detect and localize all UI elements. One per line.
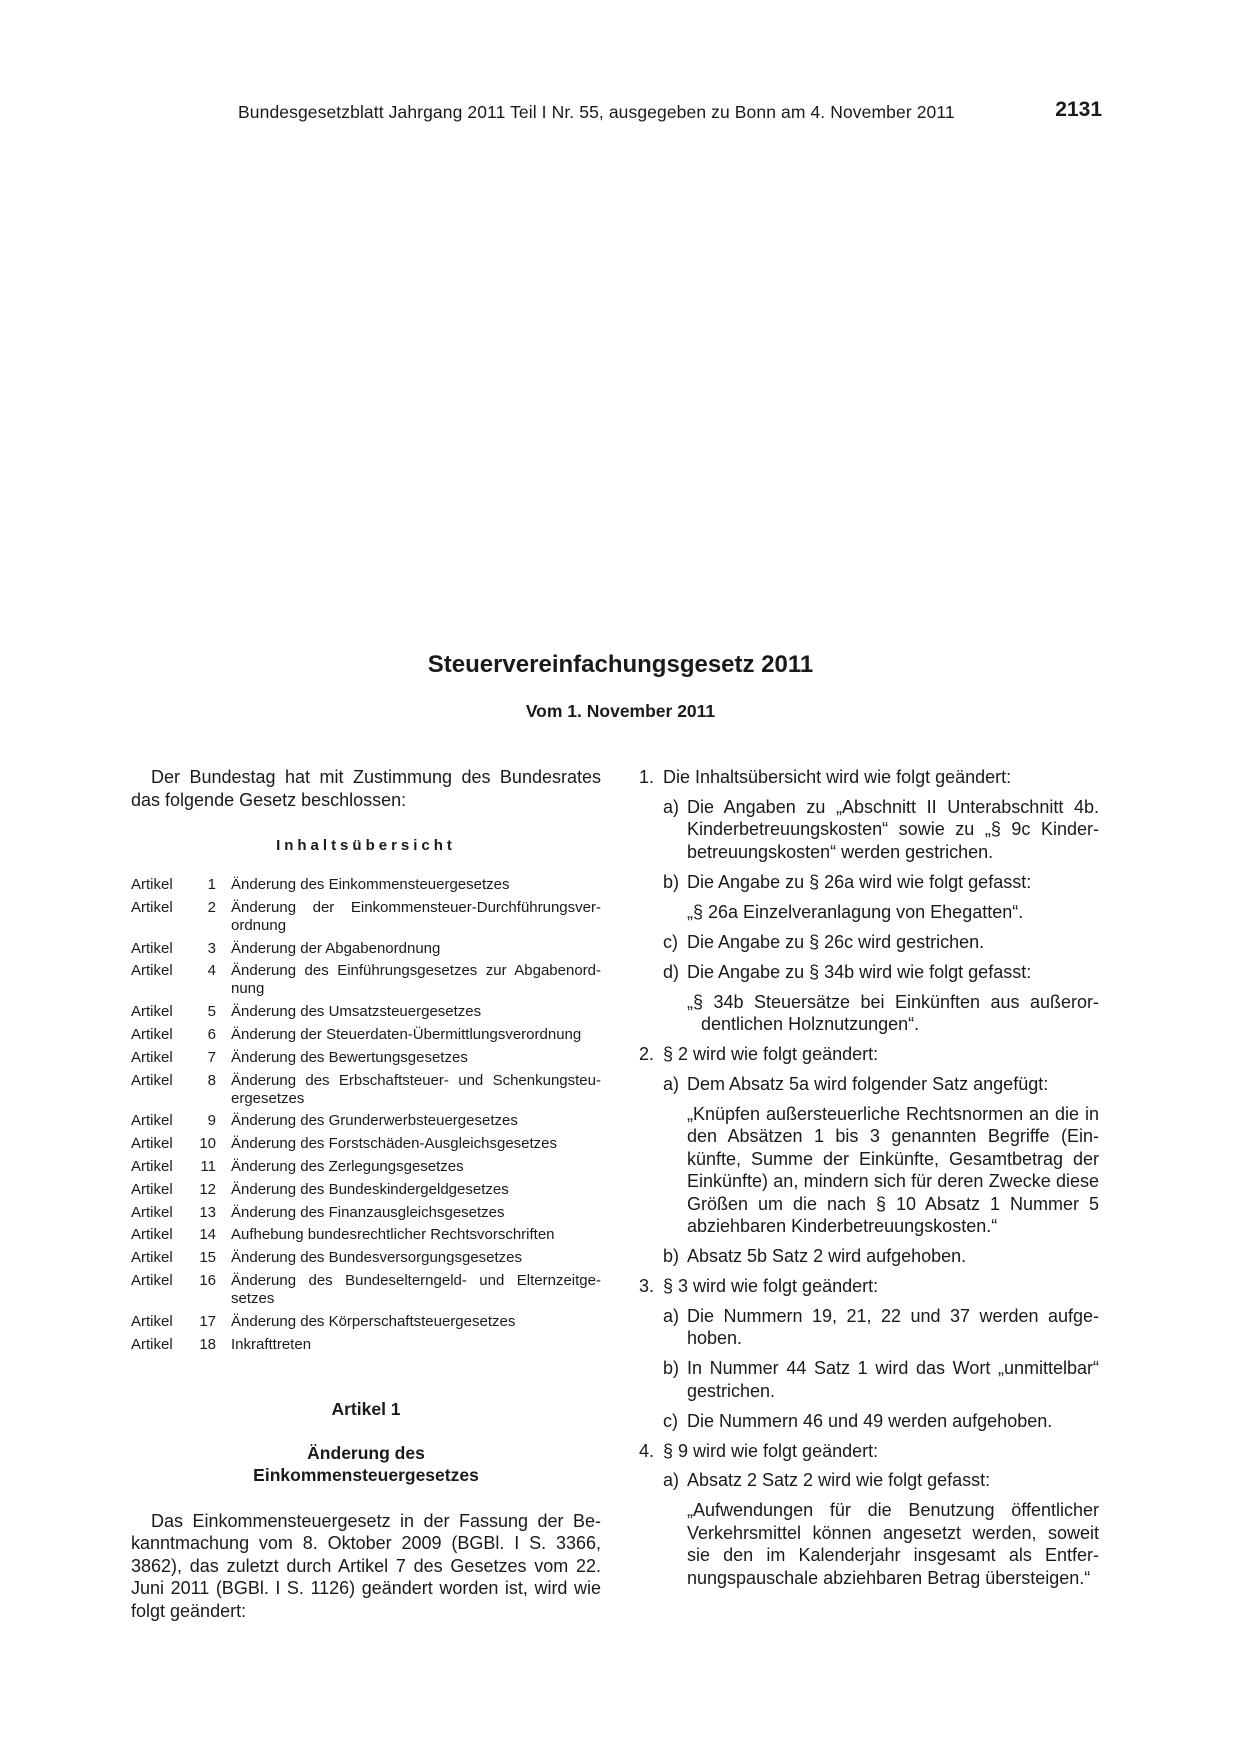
item-text: § 9 wird wie folgt geändert: [663,1440,879,1461]
law-date: Vom 1. November 2011 [525,701,716,721]
subitem-letter: b) [663,1358,680,1378]
toc-item-label: Artikel [131,876,173,893]
toc-item-description: Änderung des Bundeskindergeldgesetzes [231,1180,509,1198]
article-intro: Das Einkommensteuergesetz in der Fassung der Bekanntmachung vom 8. Oktober 2009 (BGBl. I S. 3366, 3862), das zuletzt durch Artikel 7 des Gesetzes vom 22. Juni 2011 (BGBl. I S. 1126) geändert worden ist, wird wie folgt geändert: [131,1510,601,1621]
item-number: 2. [639,1044,655,1064]
toc-item-label: Artikel [131,1312,173,1330]
toc-item-description: Änderung des Einkommensteuergesetzes [231,876,510,893]
toc-item [131,1003,601,1021]
toc-item-number: 17 [199,1312,216,1330]
toc-item-number: 14 [199,1226,216,1244]
toc-item-number: 4 [207,962,216,980]
quoted-text: „§ 26a Einzelveranlagung von Ehegatten“. [687,901,1024,922]
article-title-line: Einkommensteuergesetzes [253,1464,479,1485]
toc-item-number: 11 [200,1157,216,1175]
amendment-subitem [639,1245,1099,1268]
toc-item-number: 1 [207,876,216,893]
subitem-text: Die Angabe zu § 34b wird wie folgt gefasst: [687,961,1032,982]
subitem-letter: b) [663,1246,680,1266]
toc-item-description: Änderung des Grunderwerbsteuergesetzes [231,1112,518,1130]
toc-item-number: 5 [207,1003,216,1021]
amendment-subitem [639,1469,1099,1492]
toc-item-description: Änderung des Finanzausgleichsgesetzes [231,1203,505,1221]
toc-item-label: Artikel [131,939,173,957]
toc-item-label: Artikel [131,1180,173,1198]
toc-item-label: Artikel [131,962,173,980]
toc-item-label: Artikel [131,1112,173,1130]
publication-line: Bundesgesetzblatt Jahrgang 2011 Teil I Nr. 55, ausgegeben zu Bonn am 4. November 2011 [238,102,955,122]
toc-item-number: 9 [207,1112,216,1130]
toc-item-number: 12 [199,1180,216,1198]
amendment-subitem [639,1410,1099,1433]
toc-item-number: 15 [199,1249,216,1267]
toc-item [131,899,601,935]
article-title-line: Änderung des [307,1442,425,1463]
subitem-letter: d) [663,961,680,982]
item-number: 3. [639,1276,655,1296]
toc-item-number: 7 [207,1048,216,1066]
amendment-item [639,1043,1099,1066]
subitem-text: Die Nummern 19, 21, 22 und 37 werden aufgehoben. [687,1305,1099,1348]
amendment-subitem [639,1073,1099,1096]
article-title [131,1442,601,1486]
toc-item-number: 16 [199,1271,216,1289]
toc-item-description: Änderung der Steuerdaten-Übermittlungsverordnung [231,1025,582,1043]
subitem-text: Absatz 2 Satz 2 wird wie folgt gefasst: [687,1470,991,1490]
item-text: § 3 wird wie folgt geändert: [663,1276,879,1296]
toc-item [131,1249,601,1267]
toc-item-description: Änderung des Bewertungsgesetzes [231,1048,468,1066]
item-number: 4. [639,1440,655,1461]
toc-item [131,876,601,894]
subitem-text: Absatz 5b Satz 2 wird aufgehoben. [687,1246,967,1266]
toc-item [131,1049,601,1067]
toc-item-description: Änderung des Bundeselterngeld- und Elternzeitgesetzes [231,1271,601,1307]
toc-item-number: 18 [199,1335,216,1353]
right-column [639,766,1099,1597]
toc-item-description: Änderung des Erbschaftsteuer- und Schenkungsteuergesetzes [231,1071,601,1107]
subitem-letter: a) [663,1470,680,1490]
toc-item [131,1272,601,1308]
page-number: 2131 [1055,98,1102,121]
subitem-text: In Nummer 44 Satz 1 wird das Wort „unmittelbar“ gestrichen. [687,1358,1099,1401]
toc-item-number: 10 [199,1135,216,1153]
amendment-subitem [639,1357,1099,1402]
amendment-subitem [639,1305,1099,1350]
toc-item-label: Artikel [131,1226,173,1244]
toc-item-number: 3 [207,939,216,957]
toc-item [131,1181,601,1199]
toc-item-label: Artikel [131,1071,173,1089]
toc-item-number: 13 [199,1203,216,1221]
subitem-letter: a) [663,1073,680,1094]
amendment-item [639,766,1099,789]
toc-item-label: Artikel [131,1203,173,1221]
toc-item-number: 2 [207,898,216,916]
toc-item-description: Änderung des Umsatzsteuergesetzes [231,1003,482,1021]
amendment-item [639,1275,1099,1298]
toc-item-number: 8 [207,1071,216,1089]
toc-item-label: Artikel [131,1249,173,1267]
toc-list [131,876,601,1354]
toc-item [131,962,601,998]
toc-item [131,1226,601,1244]
item-text: Die Inhaltsübersicht wird wie folgt geändert: [663,767,1012,787]
subitem-text: Die Angabe zu § 26a wird wie folgt gefasst: [687,871,1032,892]
quoted-text: „Knüpfen außersteuerliche Rechtsnormen an die in den Absätzen 1 bis 3 genannten Begriffe (Einkünfte, Summe der Einkünfte, Gesamtbetrag der Einkünfte) an, mindern sich für deren Zwecke diese Größen um die nach § 10 Absatz 1 Nummer 5 abziehbaren Kinderbetreuungskosten.“ [687,1103,1099,1236]
law-title: Steuervereinfachungsgesetz 2011 [427,651,814,678]
toc-item [131,1313,601,1331]
toc-heading: Inhaltsübersicht [276,837,456,854]
subitem-letter: a) [663,796,680,817]
quoted-text: „Aufwendungen für die Benutzung öffentlicher Verkehrsmittel können angesetzt werden, soweit sie den im Kalenderjahr insgesamt als Entfernungspauschale abziehbaren Betrag übersteigen.“ [687,1500,1099,1588]
toc-item-description: Aufhebung bundesrechtlicher Rechtsvorschriften [231,1226,555,1244]
toc-item-label: Artikel [131,1025,173,1043]
amendment-subitem [639,796,1099,864]
toc-item [131,1158,601,1176]
subitem-letter: c) [663,931,678,952]
toc-item [131,1026,601,1044]
toc-item-description: Änderung des Einführungsgesetzes zur Abgabenordnung [231,962,601,998]
toc-item-description: Inkrafttreten [231,1335,312,1353]
subitem-text: Dem Absatz 5a wird folgender Satz angefügt: [687,1073,1049,1094]
toc-item-label: Artikel [131,898,173,916]
amendment-subitem [639,931,1099,954]
toc-item-label: Artikel [131,1135,173,1153]
subitem-letter: a) [663,1305,680,1326]
article-number: Artikel 1 [331,1398,401,1419]
toc-item-description: Änderung des Forstschäden-Ausgleichsgesetzes [231,1135,558,1153]
amendment-subitem [639,871,1099,894]
toc-item-label: Artikel [131,1048,173,1066]
preamble: Der Bundestag hat mit Zustimmung des Bundesrates das folgende Gesetz beschlossen: [131,767,601,810]
subitem-text: Die Nummern 46 und 49 werden aufgehoben. [687,1410,1053,1431]
item-number: 1. [639,767,655,787]
left-column [131,766,601,1622]
quoted-text-content: „§ 34b Steuersätze bei Einkünften aus außerordentlichen Holznutzungen“. [687,991,1099,1034]
page-header [238,100,1102,130]
toc-item [131,1204,601,1222]
subitem-text: Die Angabe zu § 26c wird gestrichen. [687,931,985,952]
toc-item-label: Artikel [131,1335,173,1353]
toc-item-description: Änderung der Abgabenordnung [231,939,441,957]
subitem-letter: b) [663,871,680,892]
toc-item-number: 6 [207,1025,216,1043]
toc-item [131,1336,601,1354]
toc-item-description: Änderung des Körperschaftsteuergesetzes [231,1312,516,1330]
amendment-subitem [639,961,1099,984]
toc-item-description: Änderung des Bundesversorgungsgesetzes [231,1249,523,1267]
item-text: § 2 wird wie folgt geändert: [663,1044,879,1064]
subitem-text: Die Angaben zu „Abschnitt II Unterabschnitt 4b. Kinderbetreuungskosten“ sowie zu „§ 9c Kinderbetreuungskosten“ werden gestrichen. [687,796,1099,862]
toc-item-label: Artikel [131,1157,173,1175]
amendment-item [639,1440,1099,1463]
toc-item-description: Änderung des Zerlegungsgesetzes [231,1157,464,1175]
toc-item [131,1135,601,1153]
toc-item-description: Änderung der Einkommensteuer-Durchführungsverordnung [231,898,601,934]
subitem-letter: c) [663,1410,678,1431]
toc-item-label: Artikel [131,1003,173,1021]
toc-item [131,1112,601,1130]
toc-item [131,940,601,958]
toc-item [131,1072,601,1108]
toc-item-label: Artikel [131,1271,173,1289]
quoted-text [639,991,1099,1036]
